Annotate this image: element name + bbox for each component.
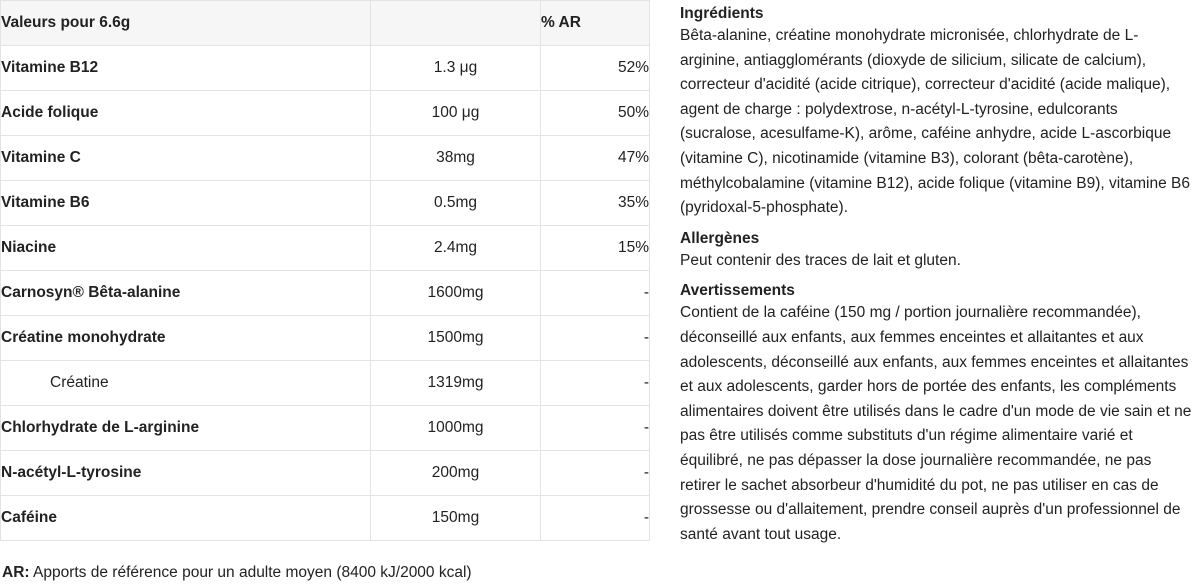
table-row bbox=[1, 451, 650, 496]
table-row bbox=[1, 361, 650, 406]
header-amount bbox=[371, 1, 541, 46]
nutrient-ar-percent: 47% bbox=[541, 136, 650, 181]
table-row bbox=[1, 181, 650, 226]
nutrient-ar-percent: 15% bbox=[541, 226, 650, 271]
ingredients-title: Ingrédients bbox=[680, 5, 764, 22]
nutrient-name: Chlorhydrate de L-arginine bbox=[1, 406, 371, 451]
table-row bbox=[1, 46, 650, 91]
warnings-title: Avertissements bbox=[680, 282, 795, 300]
header-serving: Valeurs pour 6.6g bbox=[1, 1, 371, 46]
header-ar: % AR bbox=[541, 1, 650, 46]
nutrient-amount: 0.5mg bbox=[371, 181, 541, 226]
nutrient-amount: 1600mg bbox=[371, 271, 541, 316]
nutrient-name: Acide folique bbox=[1, 91, 371, 136]
nutrient-name: Créatine bbox=[1, 361, 371, 406]
nutrient-amount: 1000mg bbox=[371, 406, 541, 451]
nutrient-ar-percent: - bbox=[541, 316, 650, 361]
nutrient-amount: 1500mg bbox=[371, 316, 541, 361]
table-row bbox=[1, 271, 650, 316]
nutrient-ar-percent: 52% bbox=[541, 46, 650, 91]
table-row bbox=[1, 91, 650, 136]
table-row bbox=[1, 316, 650, 361]
nutrient-amount: 2.4mg bbox=[371, 226, 541, 271]
nutrient-amount: 150mg bbox=[371, 496, 541, 541]
footnote-label: AR: bbox=[2, 564, 30, 581]
nutrient-amount: 1319mg bbox=[371, 361, 541, 406]
nutrient-name: Niacine bbox=[1, 226, 371, 271]
nutrition-table-body bbox=[1, 46, 650, 541]
ingredients-text: Bêta-alanine, créatine monohydrate micronisée, chlorhydrate de L-arginine, antiagglomérants (dioxyde de silicium, silicate de calcium), correcteur d'acidité (acide citrique), correcteur d'acidité (acide malique), agent de charge : polydextrose, n-acétyl-L-tyrosine, edulcorants (sucralose, acesulfame-K), arôme, caféine anhydre, acide L-ascorbique (vitamine C), nicotinamide (vitamine B3), colorant (bêta-carotène), méthylcobalamine (vitamine B12), acide folique (vitamine B9), vitamine B6 (pyridoxal-5-phosphate). bbox=[680, 27, 1191, 217]
nutrient-ar-percent: - bbox=[541, 406, 650, 451]
warnings-section bbox=[680, 281, 1192, 547]
allergens-title: Allergènes bbox=[680, 229, 760, 247]
table-header-row bbox=[1, 1, 650, 46]
nutrient-amount: 38mg bbox=[371, 136, 541, 181]
ingredients-section bbox=[680, 4, 1192, 221]
nutrient-ar-percent: - bbox=[541, 451, 650, 496]
table-row bbox=[1, 136, 650, 181]
nutrient-name: Caféine bbox=[1, 496, 371, 541]
table-row bbox=[1, 406, 650, 451]
nutrient-amount: 200mg bbox=[371, 451, 541, 496]
allergens-text: Peut contenir des traces de lait et gluten. bbox=[680, 251, 961, 269]
nutrient-amount: 1.3 μg bbox=[371, 46, 541, 91]
nutrient-name: N-acétyl-L-tyrosine bbox=[1, 451, 371, 496]
nutrient-amount: 100 μg bbox=[371, 91, 541, 136]
footnote-text: Apports de référence pour un adulte moyen (8400 kJ/2000 kcal) bbox=[29, 564, 472, 581]
nutrient-ar-percent: - bbox=[541, 271, 650, 316]
warnings-text: Contient de la caféine (150 mg / portion journalière recommandée), déconseillé aux enfants, aux femmes enceintes et allaitantes et aux adolescents, déconseillé aux enfants, aux femmes enceintes et allaitantes et aux adolescents, garder hors de portée des enfants, les compléments alimentaires doivent être utilisés dans le cadre d'un mode de vie sain et ne pas être utilisés comme substituts d'un régime alimentaire varié et équilibré, ne pas dépasser la dose journalière recommandée, ne pas retirer le sachet absorbeur d'humidité du pot, ne pas utiliser en cas de grossesse ou d'allaitement, prendre conseil auprès d'un professionnel de santé avant tout usage. bbox=[680, 304, 1192, 543]
nutrient-name: Créatine monohydrate bbox=[1, 316, 371, 361]
table-row bbox=[1, 226, 650, 271]
ar-footnote bbox=[2, 564, 472, 582]
nutrient-ar-percent: 50% bbox=[541, 91, 650, 136]
nutrient-name: Vitamine B12 bbox=[1, 46, 371, 91]
product-info bbox=[680, 4, 1192, 555]
nutrient-ar-percent: 35% bbox=[541, 181, 650, 226]
allergens-section bbox=[680, 229, 1192, 274]
nutrient-ar-percent: - bbox=[541, 361, 650, 406]
nutrient-name: Vitamine B6 bbox=[1, 181, 371, 226]
table-row bbox=[1, 496, 650, 541]
nutrient-name: Carnosyn® Bêta-alanine bbox=[1, 271, 371, 316]
nutrient-ar-percent: - bbox=[541, 496, 650, 541]
nutrient-name: Vitamine C bbox=[1, 136, 371, 181]
